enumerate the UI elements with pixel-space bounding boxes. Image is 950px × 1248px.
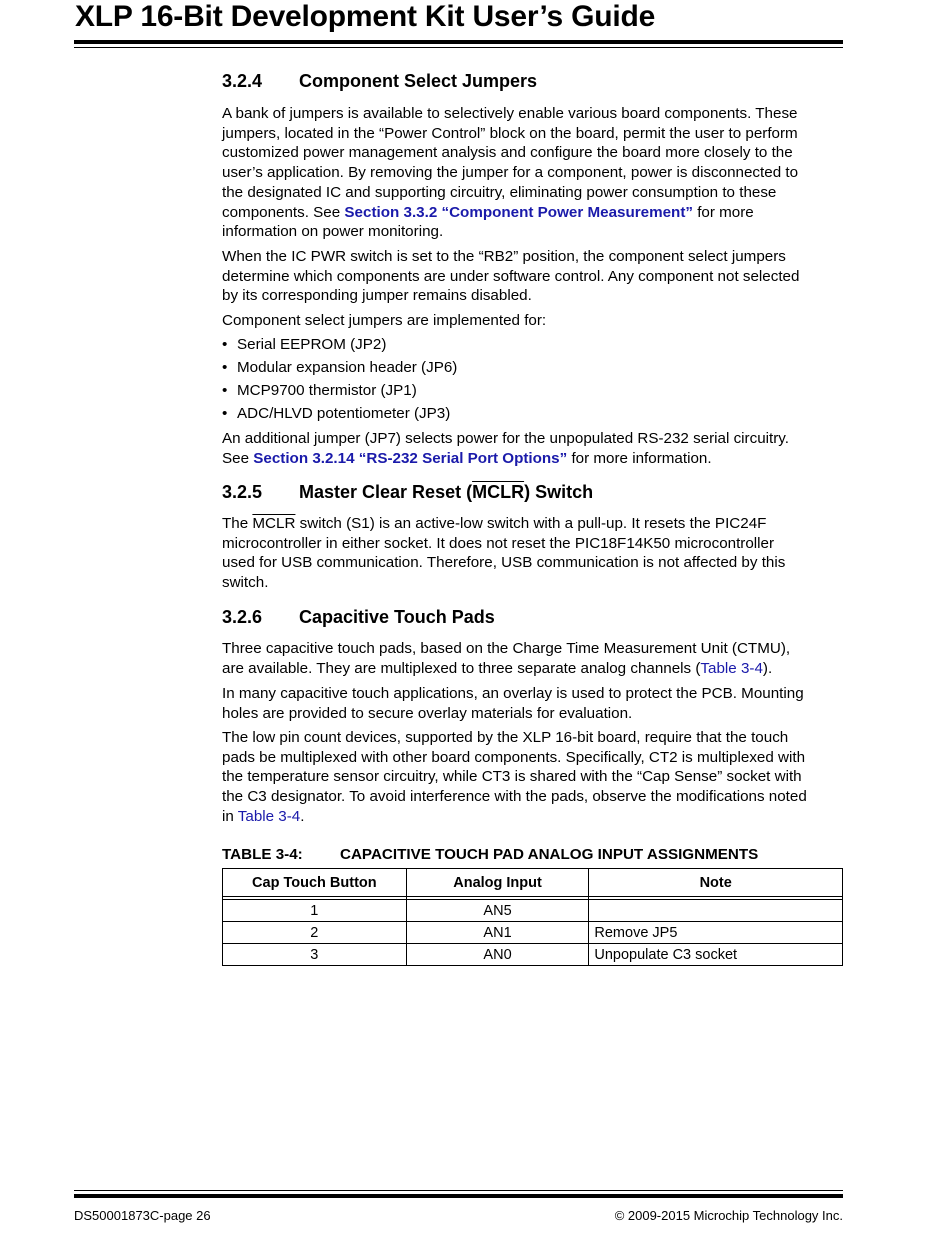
text-line: customized power management analysis and configure the board more closely to the [222,144,793,162]
paragraph-touch-pads [222,639,847,678]
text-span: for more information. [567,449,712,467]
text-line [222,659,847,679]
text-line: Component select jumpers are implemented for: [222,312,547,329]
column-header: Cap Touch Button [223,869,407,897]
text-line [222,203,847,223]
bullet-dot: • [222,382,228,399]
paragraph-mclr-switch [222,514,847,593]
footer-rule-thin [74,1190,843,1191]
table-cell: 2 [223,922,407,944]
link-section-3-3-2[interactable]: Section 3.3.2 “Component Power Measurement” [344,203,693,221]
list-item-text: ADC/HLVD potentiometer (JP3) [237,405,451,422]
text-line: A bank of jumpers is available to selectively enable various board components. These [222,105,798,122]
section-number: 3.2.5 [222,482,263,502]
text-line [222,807,847,827]
paragraph-low-pin-count [222,728,847,827]
bullet-dot: • [222,336,228,353]
text-line: pads be multiplexed with other board components. Specifically, CT2 is multiplexed with [222,748,806,766]
list-item-text: MCP9700 thermistor (JP1) [237,382,417,399]
text-line: holes are provided to secure overlay materials for evaluation. [222,704,633,722]
text-line: determine which components are under software control. Any component not selected [222,267,800,285]
page-title: XLP 16-Bit Development Kit User’s Guide [75,0,656,33]
text-line: When the IC PWR switch is set to the “RB2” position, the component select jumpers [222,248,786,265]
table-cell: Remove JP5 [589,922,843,944]
table-cell [589,900,843,922]
text-line: information on power monitoring. [222,223,444,241]
text-span: The [222,515,253,532]
table-header-row [223,869,843,897]
text-line: the C3 designator. To avoid interference with the pads, observe the modifications noted [222,788,807,806]
text-line: microcontroller in either socket. It does not reset the PIC18F14K50 microcontroller [222,534,775,552]
table-row [223,944,843,966]
text-span: for more [692,203,754,221]
link-section-3-2-14[interactable]: Section 3.2.14 “RS-232 Serial Port Options” [253,449,568,467]
section-title-mclr: MCLR [472,482,525,502]
list-item [222,356,457,379]
table-cell: 3 [223,944,407,966]
table-cell: AN1 [406,922,589,944]
text-span: in [222,807,238,825]
table-row [223,922,843,944]
table-title: CAPACITIVE TOUCH PAD ANALOG INPUT ASSIGNMENTS [340,846,759,863]
text-line: used for USB communication. Therefore, USB communication is not affected by this [222,554,786,572]
header-rule-thin [74,47,843,48]
section-title-part: Master Clear Reset ( [299,482,473,502]
column-header: Analog Input [406,869,589,897]
paragraph-ic-pwr-switch [222,247,847,306]
list-item [222,333,457,356]
table-number: TABLE 3-4: [222,846,303,863]
mclr-text: MCLR [252,515,296,532]
column-header: Note [589,869,843,897]
paragraph-implemented-for [222,311,847,331]
text-line: the temperature sensor circuitry, while CT3 is shared with the “Cap Sense” socket with [222,768,802,786]
link-table-3-4[interactable]: Table 3-4 [237,807,301,825]
text-span: . [300,807,305,825]
text-span: ). [762,659,773,677]
section-number: 3.2.4 [222,71,263,91]
text-line: the designated IC and supporting circuitry, eliminating power consumption to these [222,183,777,201]
paragraph-overlay [222,684,847,723]
header-rule-thick [74,40,843,44]
text-line: In many capacitive touch applications, an overlay is used to protect the PCB. Mounting [222,685,804,702]
section-title-part: ) Switch [524,482,594,502]
list-item [222,379,457,402]
text-line: jumpers, located in the “Power Control” block on the board, permit the user to perform [222,124,798,142]
text-span: See [222,449,254,467]
table-cell: 1 [223,900,407,922]
text-line: user’s application. By removing the jumper for a component, power is disconnected to [222,164,799,182]
section-title: Capacitive Touch Pads [299,607,495,627]
footer-rule-thick [74,1194,843,1198]
list-item-text: Modular expansion header (JP6) [237,359,458,376]
text-line: The low pin count devices, supported by the XLP 16-bit board, require that the touch [222,729,789,746]
bullet-dot: • [222,405,228,422]
text-span: switch (S1) is an active-low switch with a pull-up. It resets the PIC24F [295,515,767,532]
list-item-text: Serial EEPROM (JP2) [237,336,387,353]
text-span: components. See [222,203,345,221]
analog-input-table [222,868,843,966]
text-line: by its corresponding jumper remains disabled. [222,287,532,305]
footer-doc-number: DS50001873C-page 26 [74,1208,211,1223]
text-line: switch. [222,574,269,592]
text-line: An additional jumper (JP7) selects power for the unpopulated RS-232 serial circuitry. [222,430,789,447]
text-line [222,514,847,534]
text-line [222,449,847,469]
section-number: 3.2.6 [222,607,263,627]
paragraph-jp7 [222,429,847,468]
table-caption [222,846,758,863]
section-heading-3-2-5 [222,482,593,503]
section-title: Component Select Jumpers [299,71,538,91]
footer-copyright: © 2009-2015 Microchip Technology Inc. [614,1208,843,1223]
jumper-list [222,333,457,425]
paragraph-component-jumpers [222,104,847,242]
section-heading-3-2-6 [222,607,495,628]
text-line: Three capacitive touch pads, based on the Charge Time Measurement Unit (CTMU), [222,640,791,657]
link-table-3-4[interactable]: Table 3-4 [700,659,763,677]
text-span: are available. They are multiplexed to three separate analog channels ( [222,659,701,677]
list-item [222,402,457,425]
table-cell: Unpopulate C3 socket [589,944,843,966]
section-heading-3-2-4 [222,71,537,92]
table-row [223,900,843,922]
bullet-dot: • [222,359,228,376]
table-cell: AN0 [406,944,589,966]
table-cell: AN5 [406,900,589,922]
